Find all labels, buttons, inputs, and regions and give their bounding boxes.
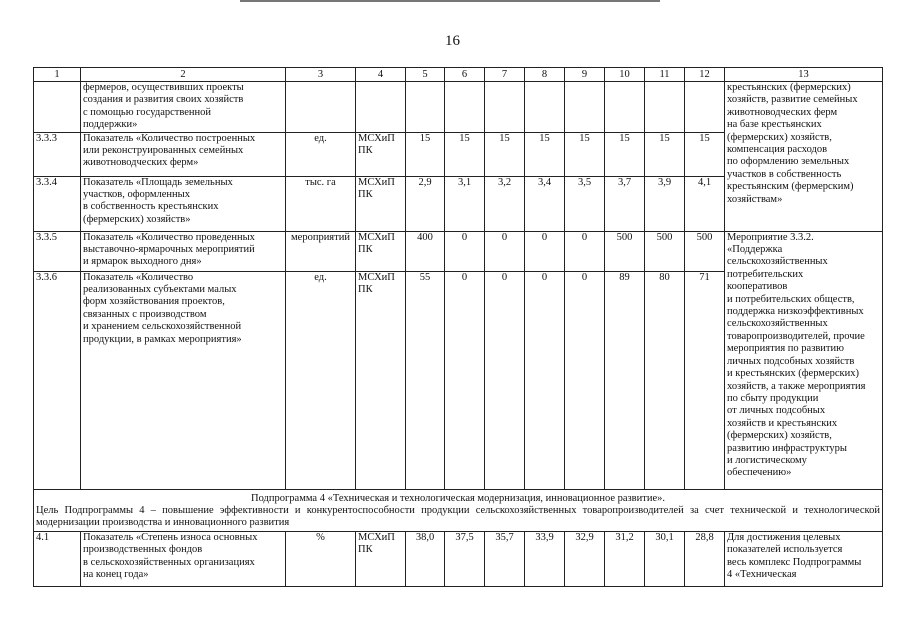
- value-cell: [485, 82, 525, 133]
- value-cell: 37,5: [445, 531, 485, 586]
- header-cell: 3: [286, 68, 356, 82]
- row-id-cell: [34, 82, 81, 133]
- value-cell: 3,9: [645, 176, 685, 231]
- unit-cell: мероприятий: [286, 231, 356, 271]
- table-row: [34, 531, 883, 586]
- table-row: [34, 82, 883, 133]
- value-cell: [525, 82, 565, 133]
- header-cell: 7: [485, 68, 525, 82]
- header-cell: 12: [685, 68, 725, 82]
- value-cell: 3,2: [485, 176, 525, 231]
- subprogram-row: [34, 489, 883, 531]
- value-cell: 89: [605, 271, 645, 489]
- indicator-name: Показатель «Количество построенных или реконструированных семейных животноводческих ферм»: [81, 132, 286, 176]
- value-cell: 80: [645, 271, 685, 489]
- note-cell-continued: крестьянских (фермерских) хозяйств, развитие семейных животноводческих ферм на базе крестьянских (фермерских) хозяйств, компенсация расходов по оформлению земельных участков в собственность крестьянским (фермерским) хозяйствам»: [725, 82, 883, 232]
- value-cell: [406, 82, 445, 133]
- value-cell: 0: [565, 271, 605, 489]
- value-cell: 15: [445, 132, 485, 176]
- indicator-name: Показатель «Степень износа основных производственных фондов в сельскохозяйственных организациях на конец года»: [81, 531, 286, 586]
- value-cell: 0: [485, 231, 525, 271]
- value-cell: [685, 82, 725, 133]
- value-cell: 15: [485, 132, 525, 176]
- value-cell: 31,2: [605, 531, 645, 586]
- unit-cell: %: [286, 531, 356, 586]
- header-row: [34, 68, 883, 82]
- value-cell: 15: [406, 132, 445, 176]
- indicator-name: Показатель «Площадь земельных участков, оформленных в собственность крестьянских (фермерских) хозяйств»: [81, 176, 286, 231]
- value-cell: 28,8: [685, 531, 725, 586]
- note-cell: Для достижения целевых показателей используется весь комплекс Подпрограммы 4 «Техническая: [725, 531, 883, 586]
- value-cell: 3,5: [565, 176, 605, 231]
- source-cell: МСХиП ПК: [356, 176, 406, 231]
- value-cell: 0: [525, 271, 565, 489]
- value-cell: 400: [406, 231, 445, 271]
- indicator-name-continued: фермеров, осуществивших проекты создания и развития своих хозяйств с помощью государственной поддержки»: [81, 82, 286, 133]
- value-cell: 38,0: [406, 531, 445, 586]
- indicators-table: [33, 67, 883, 587]
- row-id: 3.3.6: [34, 271, 81, 489]
- unit-cell: [286, 82, 356, 133]
- header-cell: 2: [81, 68, 286, 82]
- value-cell: 71: [685, 271, 725, 489]
- row-id: 4.1: [34, 531, 81, 586]
- value-cell: 15: [605, 132, 645, 176]
- source-cell: МСХиП ПК: [356, 231, 406, 271]
- header-cell: 5: [406, 68, 445, 82]
- page-number: 16: [445, 33, 460, 49]
- note-cell: Мероприятие 3.3.2. «Поддержка сельскохозяйственных потребительских кооперативов и потребительских обществ, поддержка низкоэффективных сельскохозяйственных товаропроизводителей, прочие мероприятия по развитию личных подсобных хозяйств и крестьянских (фермерских) хозяйств, а также мероприятия по сбыту продукции от личных подсобных хозяйств и крестьянских (фермерских) хозяйств, развитию инфраструктуры и логистическому обеспечению»: [725, 231, 883, 489]
- value-cell: 500: [645, 231, 685, 271]
- header-cell: 4: [356, 68, 406, 82]
- unit-cell: ед.: [286, 132, 356, 176]
- value-cell: [645, 82, 685, 133]
- header-cell: 1: [34, 68, 81, 82]
- value-cell: 0: [445, 231, 485, 271]
- header-cell: 13: [725, 68, 883, 82]
- value-cell: 3,7: [605, 176, 645, 231]
- indicator-name: Показатель «Количество реализованных субъектами малых форм хозяйствования проектов, связанных с производством и хранением сельскохозяйственной продукции, в рамках мероприятия»: [81, 271, 286, 489]
- value-cell: 0: [445, 271, 485, 489]
- value-cell: 500: [605, 231, 645, 271]
- value-cell: 15: [645, 132, 685, 176]
- top-edge-rule: [240, 0, 660, 2]
- row-id: 3.3.4: [34, 176, 81, 231]
- subprogram-goal: Цель Подпрограммы 4 – повышение эффективности и конкурентоспособности продукции сельскохозяйственных товаропроизводителей за счет технической и технологической модернизации производства и инновационного развития: [36, 505, 880, 529]
- subprogram-title: Подпрограмма 4 «Техническая и технологическая модернизация, инновационное развитие».: [250, 492, 666, 504]
- value-cell: [605, 82, 645, 133]
- value-cell: 2,9: [406, 176, 445, 231]
- value-cell: 15: [525, 132, 565, 176]
- unit-cell: ед.: [286, 271, 356, 489]
- value-cell: 35,7: [485, 531, 525, 586]
- value-cell: 3,1: [445, 176, 485, 231]
- value-cell: 500: [685, 231, 725, 271]
- value-cell: 0: [525, 231, 565, 271]
- value-cell: 55: [406, 271, 445, 489]
- value-cell: 4,1: [685, 176, 725, 231]
- value-cell: 0: [565, 231, 605, 271]
- header-cell: 9: [565, 68, 605, 82]
- value-cell: [565, 82, 605, 133]
- value-cell: 3,4: [525, 176, 565, 231]
- value-cell: [445, 82, 485, 133]
- source-cell: МСХиП ПК: [356, 531, 406, 586]
- source-cell: [356, 82, 406, 133]
- row-id: 3.3.5: [34, 231, 81, 271]
- value-cell: 0: [485, 271, 525, 489]
- header-cell: 8: [525, 68, 565, 82]
- value-cell: 33,9: [525, 531, 565, 586]
- source-cell: МСХиП ПК: [356, 271, 406, 489]
- header-cell: 11: [645, 68, 685, 82]
- header-cell: 6: [445, 68, 485, 82]
- indicator-name: Показатель «Количество проведенных выставочно-ярмарочных мероприятий и ярмарок выходного дня»: [81, 231, 286, 271]
- header-cell: 10: [605, 68, 645, 82]
- source-cell: МСХиП ПК: [356, 132, 406, 176]
- value-cell: 15: [685, 132, 725, 176]
- value-cell: 15: [565, 132, 605, 176]
- value-cell: 30,1: [645, 531, 685, 586]
- subprogram-cell: [34, 489, 883, 531]
- row-id: 3.3.3: [34, 132, 81, 176]
- unit-cell: тыс. га: [286, 176, 356, 231]
- table-row: [34, 231, 883, 271]
- value-cell: 32,9: [565, 531, 605, 586]
